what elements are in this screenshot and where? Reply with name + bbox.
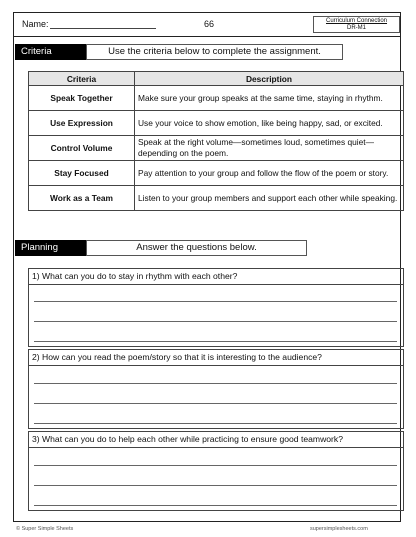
criteria-column-header: Criteria: [29, 72, 135, 86]
answer-line[interactable]: [34, 321, 397, 322]
criteria-cell: Control Volume: [29, 136, 135, 161]
criteria-cell: Use Expression: [29, 111, 135, 136]
name-input-line[interactable]: [50, 28, 156, 29]
table-row: [29, 86, 404, 111]
worksheet-frame: [13, 12, 401, 522]
answer-line[interactable]: [34, 505, 397, 506]
planning-tag: Planning: [15, 240, 86, 256]
criteria-instruction: Use the criteria below to complete the assignment.: [86, 44, 343, 60]
page-number: 66: [204, 19, 215, 29]
question-text: 2) How can you read the poem/story so that it is interesting to the audience?: [29, 350, 403, 366]
description-column-header: Description: [135, 72, 404, 86]
header-divider: [14, 36, 400, 37]
curriculum-connection-title: Curriculum Connection: [325, 18, 388, 24]
answer-line[interactable]: [34, 465, 397, 466]
table-row: [29, 111, 404, 136]
criteria-tag: Criteria: [15, 44, 86, 60]
answer-line[interactable]: [34, 383, 397, 384]
description-cell: Make sure your group speaks at the same time, staying in rhythm.: [135, 86, 404, 111]
table-row: [29, 161, 404, 186]
answer-line[interactable]: [34, 485, 397, 486]
answer-line[interactable]: [34, 403, 397, 404]
description-cell: Pay attention to your group and follow the flow of the poem or story.: [135, 161, 404, 186]
curriculum-connection-box: [313, 16, 400, 33]
question-box-2: [28, 349, 404, 429]
table-row: [29, 136, 404, 161]
footer-copyright: © Super Simple Sheets: [16, 526, 74, 532]
planning-bar: [15, 240, 307, 256]
description-cell: Use your voice to show emotion, like being happy, sad, or excited.: [135, 111, 404, 136]
table-row: [29, 186, 404, 211]
criteria-bar: [15, 44, 343, 60]
criteria-table: [28, 71, 404, 211]
footer-website: supersimplesheets.com: [310, 526, 368, 532]
answer-line[interactable]: [34, 301, 397, 302]
criteria-cell: Speak Together: [29, 86, 135, 111]
answer-line[interactable]: [34, 423, 397, 424]
name-label: Name:: [22, 19, 49, 29]
question-text: 3) What can you do to help each other while practicing to ensure good teamwork?: [29, 432, 403, 448]
question-text: 1) What can you do to stay in rhythm with each other?: [29, 269, 403, 285]
criteria-table-header: [29, 72, 404, 86]
answer-line[interactable]: [34, 341, 397, 342]
question-box-1: [28, 268, 404, 347]
criteria-cell: Work as a Team: [29, 186, 135, 211]
planning-instruction: Answer the questions below.: [86, 240, 307, 256]
description-cell: Speak at the right volume—sometimes loud, sometimes quiet—depending on the poem.: [135, 136, 404, 161]
description-cell: Listen to your group members and support each other while speaking.: [135, 186, 404, 211]
question-box-3: [28, 431, 404, 511]
worksheet-header: [14, 13, 400, 35]
criteria-cell: Stay Focused: [29, 161, 135, 186]
curriculum-connection-code: DR-M1: [347, 25, 366, 31]
